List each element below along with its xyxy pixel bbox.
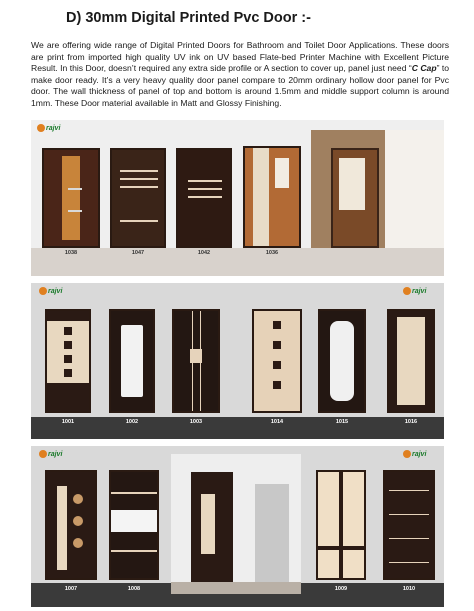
description-text-1: We are offering wide range of Digital Printed Doors for Bathroom and Toilet Door Applications. These doors are print from imported high quality UV ink on UV based Flate-bed Printer Machine with Excellent Picture Result. In this Door, doesn’t required any extra side profile or A section to cover up, panel just need “ xyxy=(31,40,449,74)
brand-logo: rajvi xyxy=(39,287,62,295)
door-1015 xyxy=(318,309,366,413)
floor xyxy=(31,248,444,276)
logo-mark-icon xyxy=(39,287,47,295)
door-code: 1001 xyxy=(61,419,75,425)
door-1036 xyxy=(243,146,301,248)
door-code: 1042 xyxy=(197,250,211,256)
logo-mark-icon xyxy=(37,124,45,132)
logo-mark-icon xyxy=(39,450,47,458)
door-code: 1015 xyxy=(335,419,349,425)
brand-logo: rajvi xyxy=(403,450,426,458)
logo-mark-icon xyxy=(403,287,411,295)
door-1038 xyxy=(42,148,100,248)
door-code: 1002 xyxy=(125,419,139,425)
door-1047 xyxy=(110,148,166,248)
room-photo xyxy=(171,454,301,594)
catalog-panel-2 xyxy=(31,283,444,439)
section-heading: D) 30mm Digital Printed Pvc Door :- xyxy=(66,10,311,26)
brand-logo: rajvi xyxy=(37,124,60,132)
door-code: 1016 xyxy=(404,419,418,425)
door-1003 xyxy=(172,309,220,413)
door-1016 xyxy=(387,309,435,413)
description-text-2: ” to make door ready. It’s a very heavy quality door panel compare to 20mm ordinary hollow door panel for Pvc door. The wall thickness of panel of top and bottom is around 1.5mm and middle support column is around 1mm. These Door material available in Matt and Glossy Finishing. xyxy=(31,63,449,108)
brand-logo: rajvi xyxy=(39,450,62,458)
door-1010 xyxy=(383,470,435,580)
door-1007 xyxy=(45,470,97,580)
door-1009 xyxy=(316,470,366,580)
door-1001 xyxy=(45,309,91,413)
catalog-panel-1 xyxy=(31,120,444,276)
c-cap-emphasis: C Cap xyxy=(411,63,437,74)
door-code: 1010 xyxy=(402,586,416,592)
door-1042 xyxy=(176,148,232,248)
door-code: 1038 xyxy=(64,250,78,256)
catalog-panel-3 xyxy=(31,446,444,607)
door-1008 xyxy=(109,470,159,580)
room-photo xyxy=(311,130,444,248)
door-1002 xyxy=(109,309,155,413)
door-code: 1007 xyxy=(64,586,78,592)
door-code: 1009 xyxy=(334,586,348,592)
door-1014 xyxy=(252,309,302,413)
description-paragraph xyxy=(31,40,449,110)
door-code: 1036 xyxy=(265,250,279,256)
door-code: 1003 xyxy=(189,419,203,425)
door-code: 1047 xyxy=(131,250,145,256)
floor xyxy=(31,417,444,439)
door-code: 1014 xyxy=(270,419,284,425)
logo-mark-icon xyxy=(403,450,411,458)
brand-logo: rajvi xyxy=(403,287,426,295)
door-code: 1008 xyxy=(127,586,141,592)
